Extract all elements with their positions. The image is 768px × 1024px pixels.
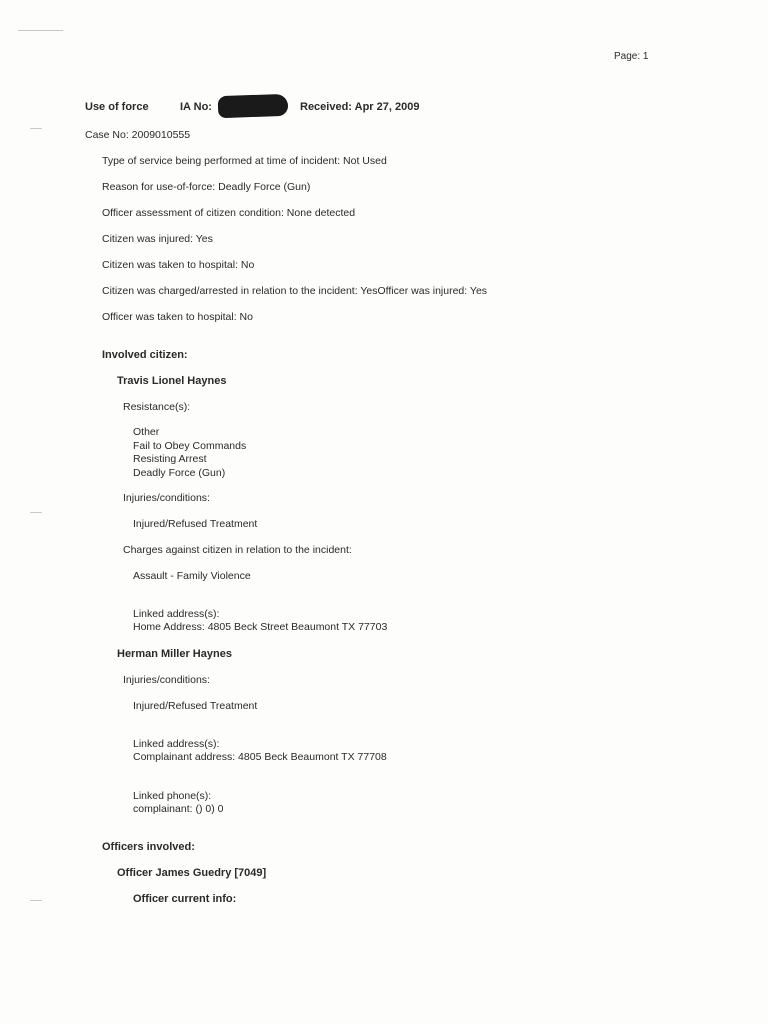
case-number: Case No: 2009010555 — [85, 129, 191, 141]
field-citizen-condition: Officer assessment of citizen condition: None detected — [102, 207, 356, 219]
report-title: Use of force — [85, 101, 149, 113]
scan-speck — [30, 512, 42, 513]
page-number: Page: 1 — [614, 51, 649, 62]
list-item: Other — [133, 426, 160, 438]
scan-speck — [30, 900, 42, 901]
list-item: Deadly Force (Gun) — [133, 466, 226, 479]
charges-label: Charges against citizen in relation to the incident: — [123, 544, 352, 556]
field-citizen-hospital: Citizen was taken to hospital: No — [102, 259, 255, 271]
field-citizen-injured: Citizen was injured: Yes — [102, 233, 213, 245]
officer-name: Officer James Guedry [7049] — [117, 867, 267, 879]
list-item: Fail to Obey Commands — [133, 439, 247, 452]
scan-speck — [18, 30, 63, 31]
involved-citizen-heading: Involved citizen: — [102, 349, 188, 361]
officers-heading: Officers involved: — [102, 841, 195, 853]
linked-address-label: Linked address(s): — [133, 608, 220, 620]
redaction-mark — [218, 94, 289, 118]
linked-address-label: Linked address(s): — [133, 738, 220, 750]
injuries-label: Injuries/conditions: — [123, 674, 210, 686]
home-address: Home Address: 4805 Beck Street Beaumont TX 77703 — [133, 621, 388, 633]
complainant-address: Complainant address: 4805 Beck Beaumont TX 77708 — [133, 751, 387, 763]
resistance-label: Resistance(s): — [123, 401, 191, 413]
linked-phone-label: Linked phone(s): — [133, 790, 212, 802]
received-date: Received: Apr 27, 2009 — [300, 101, 420, 113]
scan-speck — [30, 128, 42, 129]
charge-value: Assault - Family Violence — [133, 570, 251, 582]
citizen-name: Herman Miller Haynes — [117, 648, 232, 660]
complainant-phone: complainant: () 0) 0 — [133, 803, 224, 815]
field-officer-hospital: Officer was taken to hospital: No — [102, 311, 253, 323]
ia-number-label: IA No: — [180, 101, 212, 113]
injury-value: Injured/Refused Treatment — [133, 518, 258, 530]
officer-info-heading: Officer current info: — [133, 893, 237, 905]
citizen-name: Travis Lionel Haynes — [117, 375, 227, 387]
field-service-type: Type of service being performed at time of incident: Not Used — [102, 155, 387, 167]
list-item: Resisting Arrest — [133, 453, 207, 465]
injuries-label: Injuries/conditions: — [123, 492, 210, 504]
injury-value: Injured/Refused Treatment — [133, 700, 258, 712]
field-force-reason: Reason for use-of-force: Deadly Force (Gun) — [102, 181, 311, 193]
field-citizen-charged: Citizen was charged/arrested in relation to the incident: YesOfficer was injured: Yes — [102, 285, 488, 297]
